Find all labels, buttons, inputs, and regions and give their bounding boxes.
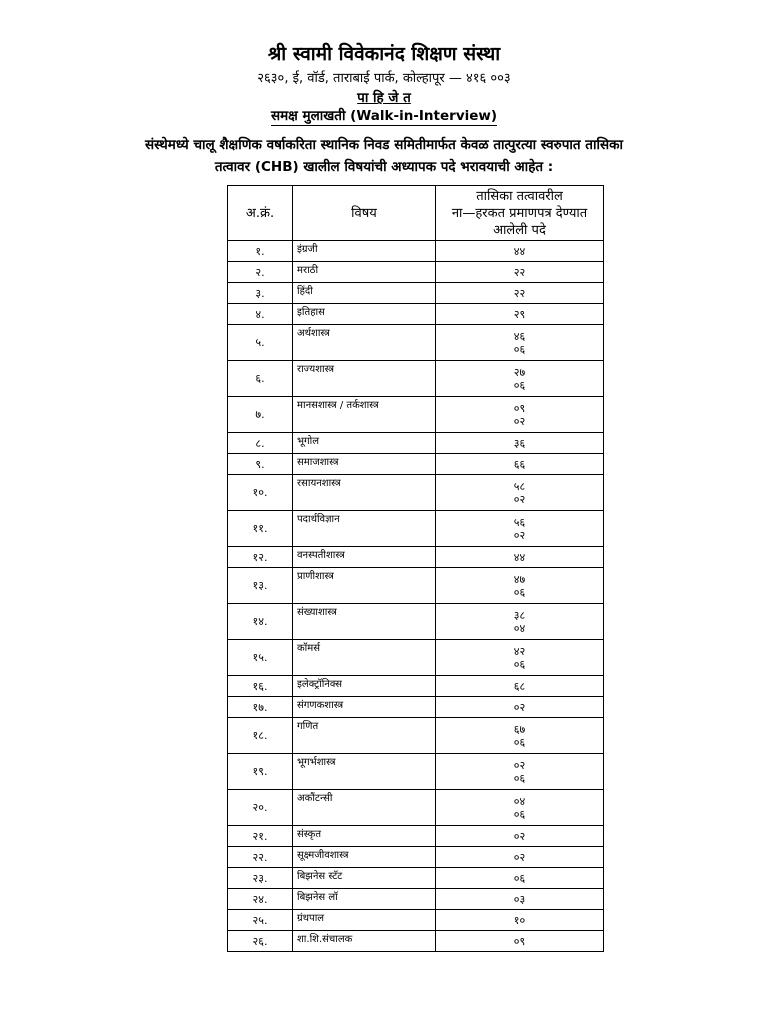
row-subject: शा.शि.संचालक (293, 931, 436, 952)
table-row (228, 826, 604, 847)
post-count-value: ४६ (513, 329, 526, 343)
row-sr-number: ७. (228, 397, 293, 433)
table-row (228, 325, 604, 361)
post-count-value: २९ (513, 307, 526, 321)
row-post-count (436, 640, 604, 676)
post-count-value: ०२ (513, 758, 526, 772)
row-post-count (436, 325, 604, 361)
row-sr-number: १६. (228, 676, 293, 697)
row-post-count (436, 790, 604, 826)
row-subject: प्राणीशास्त्र (293, 568, 436, 604)
post-count-value: ३८ (513, 608, 526, 622)
table-row (228, 847, 604, 868)
row-sr-number: ११. (228, 511, 293, 547)
table-row (228, 283, 604, 304)
row-post-count (436, 697, 604, 718)
row-subject: गणित (293, 718, 436, 754)
row-sr-number: २३. (228, 868, 293, 889)
row-sr-number: ९. (228, 454, 293, 475)
post-count-value: ६६ (513, 457, 526, 471)
row-post-count (436, 361, 604, 397)
table-row (228, 568, 604, 604)
post-count-value: ०३ (513, 892, 526, 906)
wanted-heading-text: पा हि जे त (357, 90, 411, 106)
row-subject: अकौंटन्सी (293, 790, 436, 826)
row-sr-number: ३. (228, 283, 293, 304)
table-row (228, 241, 604, 262)
row-sr-number: ६. (228, 361, 293, 397)
row-post-count (436, 718, 604, 754)
post-count-value: ०६ (513, 342, 526, 356)
post-count-value: ३६ (513, 436, 526, 450)
row-subject: ग्रंथपाल (293, 910, 436, 931)
post-count-value: ६७ (513, 722, 526, 736)
table-row (228, 754, 604, 790)
table-row (228, 262, 604, 283)
table-row (228, 604, 604, 640)
table-row (228, 889, 604, 910)
table-row (228, 640, 604, 676)
post-count-value: ०६ (513, 807, 526, 821)
row-subject: संस्कृत (293, 826, 436, 847)
table-row (228, 454, 604, 475)
row-sr-number: १९. (228, 754, 293, 790)
table-header-row (228, 186, 604, 241)
post-count-value: ४२ (513, 644, 526, 658)
row-post-count (436, 676, 604, 697)
post-count-value: १० (513, 913, 526, 927)
table-row (228, 304, 604, 325)
row-sr-number: १४. (228, 604, 293, 640)
post-count-value: २२ (513, 265, 526, 279)
row-sr-number: २५. (228, 910, 293, 931)
post-count-value: ०२ (513, 528, 526, 542)
table-row (228, 931, 604, 952)
row-subject: बिझनेस स्टॅट (293, 868, 436, 889)
post-count-value: ०६ (513, 378, 526, 392)
row-post-count (436, 262, 604, 283)
row-post-count (436, 847, 604, 868)
row-subject: हिंदी (293, 283, 436, 304)
post-count-value: ०६ (513, 871, 526, 885)
row-subject: भूगोल (293, 433, 436, 454)
notice-text (100, 134, 668, 178)
row-sr-number: १०. (228, 475, 293, 511)
post-count-value: ०९ (513, 401, 526, 415)
row-post-count (436, 397, 604, 433)
row-sr-number: १५. (228, 640, 293, 676)
row-sr-number: ५. (228, 325, 293, 361)
row-subject: पदार्थविज्ञान (293, 511, 436, 547)
header-posts (436, 186, 604, 241)
row-sr-number: २४. (228, 889, 293, 910)
row-subject: इंग्रजी (293, 241, 436, 262)
header-posts-line-1: तासिका तत्वावरील (476, 188, 563, 204)
row-post-count (436, 283, 604, 304)
header-posts-line-2: ना—हरकत प्रमाणपत्र देण्यात (451, 205, 588, 221)
row-post-count (436, 754, 604, 790)
post-count-value: ६८ (513, 679, 526, 693)
row-post-count (436, 511, 604, 547)
row-post-count (436, 454, 604, 475)
row-subject: अर्थशास्त्र (293, 325, 436, 361)
institution-title: श्री स्वामी विवेकानंद शिक्षण संस्था (267, 43, 501, 65)
row-post-count (436, 889, 604, 910)
posts-table (227, 185, 604, 952)
post-count-value: ५६ (513, 515, 526, 529)
row-post-count (436, 241, 604, 262)
table-row (228, 511, 604, 547)
header-posts-line-3: आलेली पदे (493, 222, 546, 238)
row-sr-number: १७. (228, 697, 293, 718)
post-count-value: ०९ (513, 934, 526, 948)
row-subject: इतिहास (293, 304, 436, 325)
table-row (228, 475, 604, 511)
post-count-value: ०२ (513, 492, 526, 506)
table-row (228, 361, 604, 397)
row-sr-number: २१. (228, 826, 293, 847)
row-post-count (436, 931, 604, 952)
row-sr-number: १२. (228, 547, 293, 568)
row-sr-number: १. (228, 241, 293, 262)
row-sr-number: २६. (228, 931, 293, 952)
row-post-count (436, 475, 604, 511)
row-subject: कॉमर्स (293, 640, 436, 676)
interview-heading (0, 106, 768, 124)
post-count-value: ०२ (513, 829, 526, 843)
table-row (228, 547, 604, 568)
post-count-value: २२ (513, 286, 526, 300)
row-post-count (436, 304, 604, 325)
row-subject: मानसशास्त्र / तर्कशास्त्र (293, 397, 436, 433)
row-subject: इलेक्ट्रॉनिक्स (293, 676, 436, 697)
row-sr-number: ८. (228, 433, 293, 454)
row-post-count (436, 547, 604, 568)
table-row (228, 910, 604, 931)
post-count-value: ०४ (513, 621, 526, 635)
post-count-value: ०२ (513, 850, 526, 864)
post-count-value: ०६ (513, 657, 526, 671)
row-sr-number: २०. (228, 790, 293, 826)
row-subject: संख्याशास्त्र (293, 604, 436, 640)
row-post-count (436, 604, 604, 640)
row-sr-number: १३. (228, 568, 293, 604)
table-row (228, 697, 604, 718)
table-row (228, 868, 604, 889)
row-subject: वनस्पतीशास्त्र (293, 547, 436, 568)
post-count-value: ४४ (513, 550, 526, 564)
header-subject: विषय (293, 186, 436, 241)
post-count-value: ०६ (513, 771, 526, 785)
row-subject: रसायनशास्त्र (293, 475, 436, 511)
header-sr: अ.क्रं. (228, 186, 293, 241)
table-row (228, 397, 604, 433)
row-sr-number: २. (228, 262, 293, 283)
row-subject: सूक्ष्मजीवशास्त्र (293, 847, 436, 868)
row-post-count (436, 868, 604, 889)
table-row (228, 790, 604, 826)
row-post-count (436, 910, 604, 931)
row-post-count (436, 433, 604, 454)
post-count-value: ०२ (513, 700, 526, 714)
row-subject: मराठी (293, 262, 436, 283)
row-subject: संगणकशास्त्र (293, 697, 436, 718)
post-count-value: ०४ (513, 794, 526, 808)
row-sr-number: २२. (228, 847, 293, 868)
notice-line-1: संस्थेमध्ये चालू शैक्षणिक वर्षाकरिता स्थानिक निवड समितीमार्फत केवळ तात्पुरत्या स्वरुपात तासिका (145, 137, 623, 153)
posts-table-body (228, 241, 604, 952)
row-subject: राज्यशास्त्र (293, 361, 436, 397)
interview-heading-text: समक्ष मुलाखती (Walk-in-Interview) (270, 108, 498, 124)
row-sr-number: ४. (228, 304, 293, 325)
post-count-value: ०२ (513, 414, 526, 428)
row-subject: समाजशास्त्र (293, 454, 436, 475)
table-row (228, 718, 604, 754)
institution-address: २६३०, ई, वॉर्ड, ताराबाई पार्क, कोल्हापूर — ४१६ ००३ (257, 71, 511, 86)
row-subject: बिझनेस लॉ (293, 889, 436, 910)
post-count-value: २७ (513, 365, 526, 379)
row-post-count (436, 826, 604, 847)
row-post-count (436, 568, 604, 604)
wanted-heading (0, 88, 768, 106)
table-row (228, 433, 604, 454)
notice-line-2: तत्वावर (CHB) खालील विषयांची अध्यापक पदे भरावयाची आहेत : (214, 159, 554, 175)
post-count-value: ०६ (513, 735, 526, 749)
row-sr-number: १८. (228, 718, 293, 754)
post-count-value: ०६ (513, 585, 526, 599)
table-row (228, 676, 604, 697)
row-subject: भूगर्भशास्त्र (293, 754, 436, 790)
post-count-value: ४४ (513, 244, 526, 258)
post-count-value: ५८ (513, 479, 526, 493)
post-count-value: ४७ (513, 572, 526, 586)
